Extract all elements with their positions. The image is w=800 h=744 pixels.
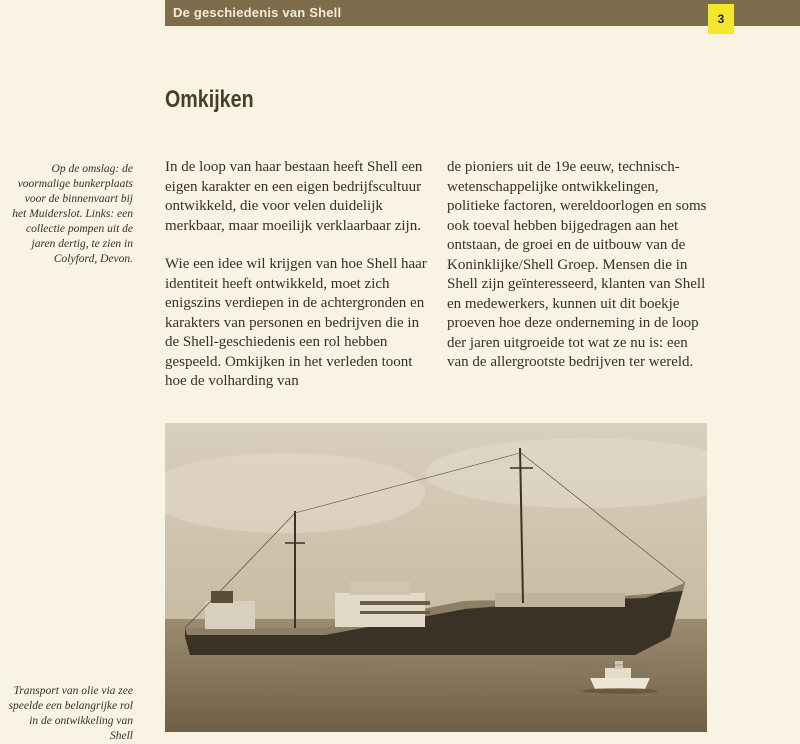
- text-column-left: [165, 158, 427, 411]
- caption-photo: Transport van olie via zee speelde een belangrijke rol in de ontwikkeling van Shell: [8, 685, 133, 742]
- paragraph: In de loop van haar bestaan heeft Shell een eigen karakter en een eigen bedrijfscultuur ontwikkeld, die voor velen duidelijk merkbaar, maar moeilijk verklaarbaar zijn.: [165, 159, 423, 234]
- paragraph: de pioniers uit de 19e eeuw, technisch-wetenschappelijke ontwikkelingen, politieke factoren, wereldoorlogen en soms ook toeval hebben bijgedragen aan het ontstaan, de groei en de uitbouw van de Koninklijke/Shell Groep. Mensen die in Shell zijn geïnteresseerd, klanten van Shell en medewerkers, kunnen uit dit boekje proeven hoe deze onderneming in de loop der jaren uitgroeide tot wat ze nu is: een van de allergrootste bedrijven ter wereld.: [447, 159, 707, 370]
- tanker-ship-photo: [165, 423, 707, 732]
- caption-cover: Op de omslag: de voormalige bunkerplaats voor de binnenvaart bij het Muiderslot. Links: een collectie pompen uit de jaren dertig, te zien in Colyford, Devon.: [12, 163, 133, 265]
- page-title: Omkijken: [165, 86, 254, 113]
- page-number-badge: 3: [708, 4, 734, 34]
- paragraph: Wie een idee wil krijgen van hoe Shell haar identiteit heeft ontwikkeld, moet zich enigszins verdiepen in de achtergronden en karakters van personen en bedrijven die in de Shell-geschiedenis een rol hebben gespeeld. Omkijken in het verleden toont hoe de volharding van: [165, 256, 427, 389]
- text-column-right: [447, 158, 712, 392]
- running-header: De geschiedenis van Shell: [173, 5, 342, 20]
